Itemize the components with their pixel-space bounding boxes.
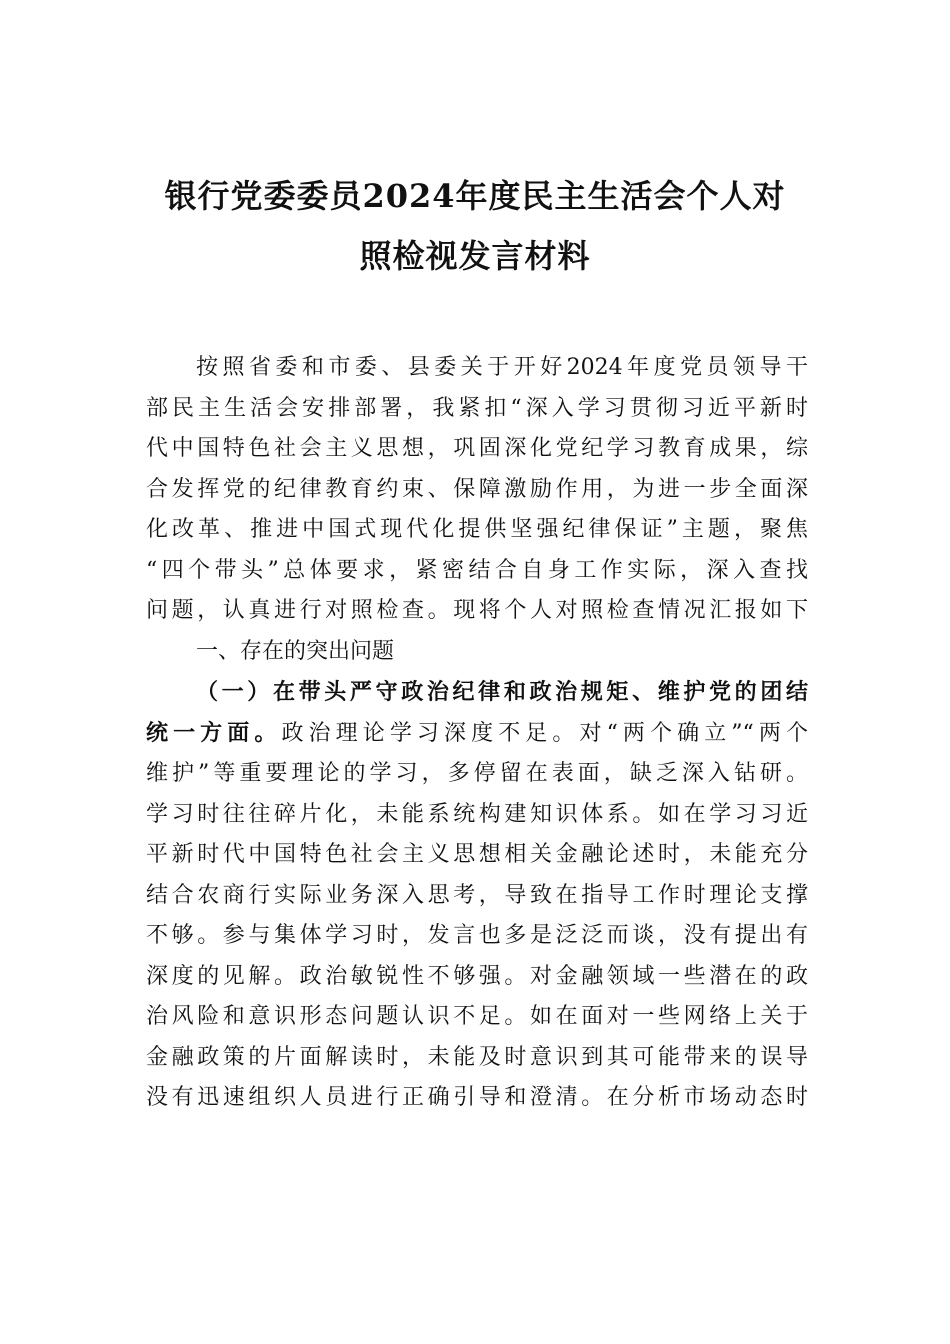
title-line-1: 银行党委委员2024年度民主生活会个人对 (164, 177, 786, 215)
intro-paragraph (146, 348, 808, 632)
subsection-line-8: 深度的见解。政治敏锐性不够强。对金融领域一些潜在的政 (146, 963, 808, 989)
document-body (146, 348, 808, 1119)
subsection-line-11: 没有迅速组织人员进行正确引导和澄清。在分析市场动态时 (146, 1085, 808, 1110)
intro-line-1: 按照省委和市委、县委关于开好2024年度党员领导干 (196, 355, 808, 380)
intro-line-7: 问题，认真进行对照检查。现将个人对照检查情况汇报如下 (146, 598, 808, 623)
subsection-line-9: 治风险和意识形态问题认识不足。如在面对一些网络上关于 (146, 1004, 808, 1029)
subsection-line-2-text: 政治理论学习深度不足。对“两个确立”“两个 (281, 720, 808, 746)
subsection-line-7: 不够。参与集体学习时，发言也多是泛泛而谈，没有提出有 (146, 923, 808, 948)
subsection-paragraph (146, 672, 808, 1119)
subsection-lead-line: （一）在带头严守政治纪律和政治规矩、维护党的团结 (196, 679, 808, 705)
subsection-line-10: 金融政策的片面解读时，未能及时意识到其可能带来的误导 (146, 1044, 808, 1070)
intro-line-5: 化改革、推进中国式现代化提供坚强纪律保证”主题，聚焦 (146, 517, 808, 542)
subsection-line-4: 学习时往往碎片化，未能系统构建知识体系。如在学习习近 (146, 801, 808, 827)
subsection-line-3: 维护”等重要理论的学习，多停留在表面，缺乏深入钻研。 (146, 761, 808, 786)
intro-line-2: 部民主生活会安排部署，我紧扣“深入学习贯彻习近平新时 (146, 395, 808, 421)
document-title (120, 166, 830, 286)
section-heading: 一、存在的突出问题 (196, 638, 395, 664)
subsection-line-5: 平新时代中国特色社会主义思想相关金融论述时，未能充分 (146, 842, 808, 867)
intro-line-6: “四个带头”总体要求，紧密结合自身工作实际，深入查找 (146, 557, 808, 583)
subsection-lead-end: 统一方面。 (146, 719, 282, 746)
intro-line-4: 合发挥党的纪律教育约束、保障激励作用，为进一步全面深 (146, 476, 808, 502)
subsection-line-2 (146, 713, 808, 755)
title-line-2: 照检视发言材料 (359, 237, 591, 275)
subsection-line-6: 结合农商行实际业务深入思考，导致在指导工作时理论支撑 (146, 882, 808, 908)
intro-line-3: 代中国特色社会主义思想，巩固深化党纪学习教育成果，综 (146, 436, 808, 461)
